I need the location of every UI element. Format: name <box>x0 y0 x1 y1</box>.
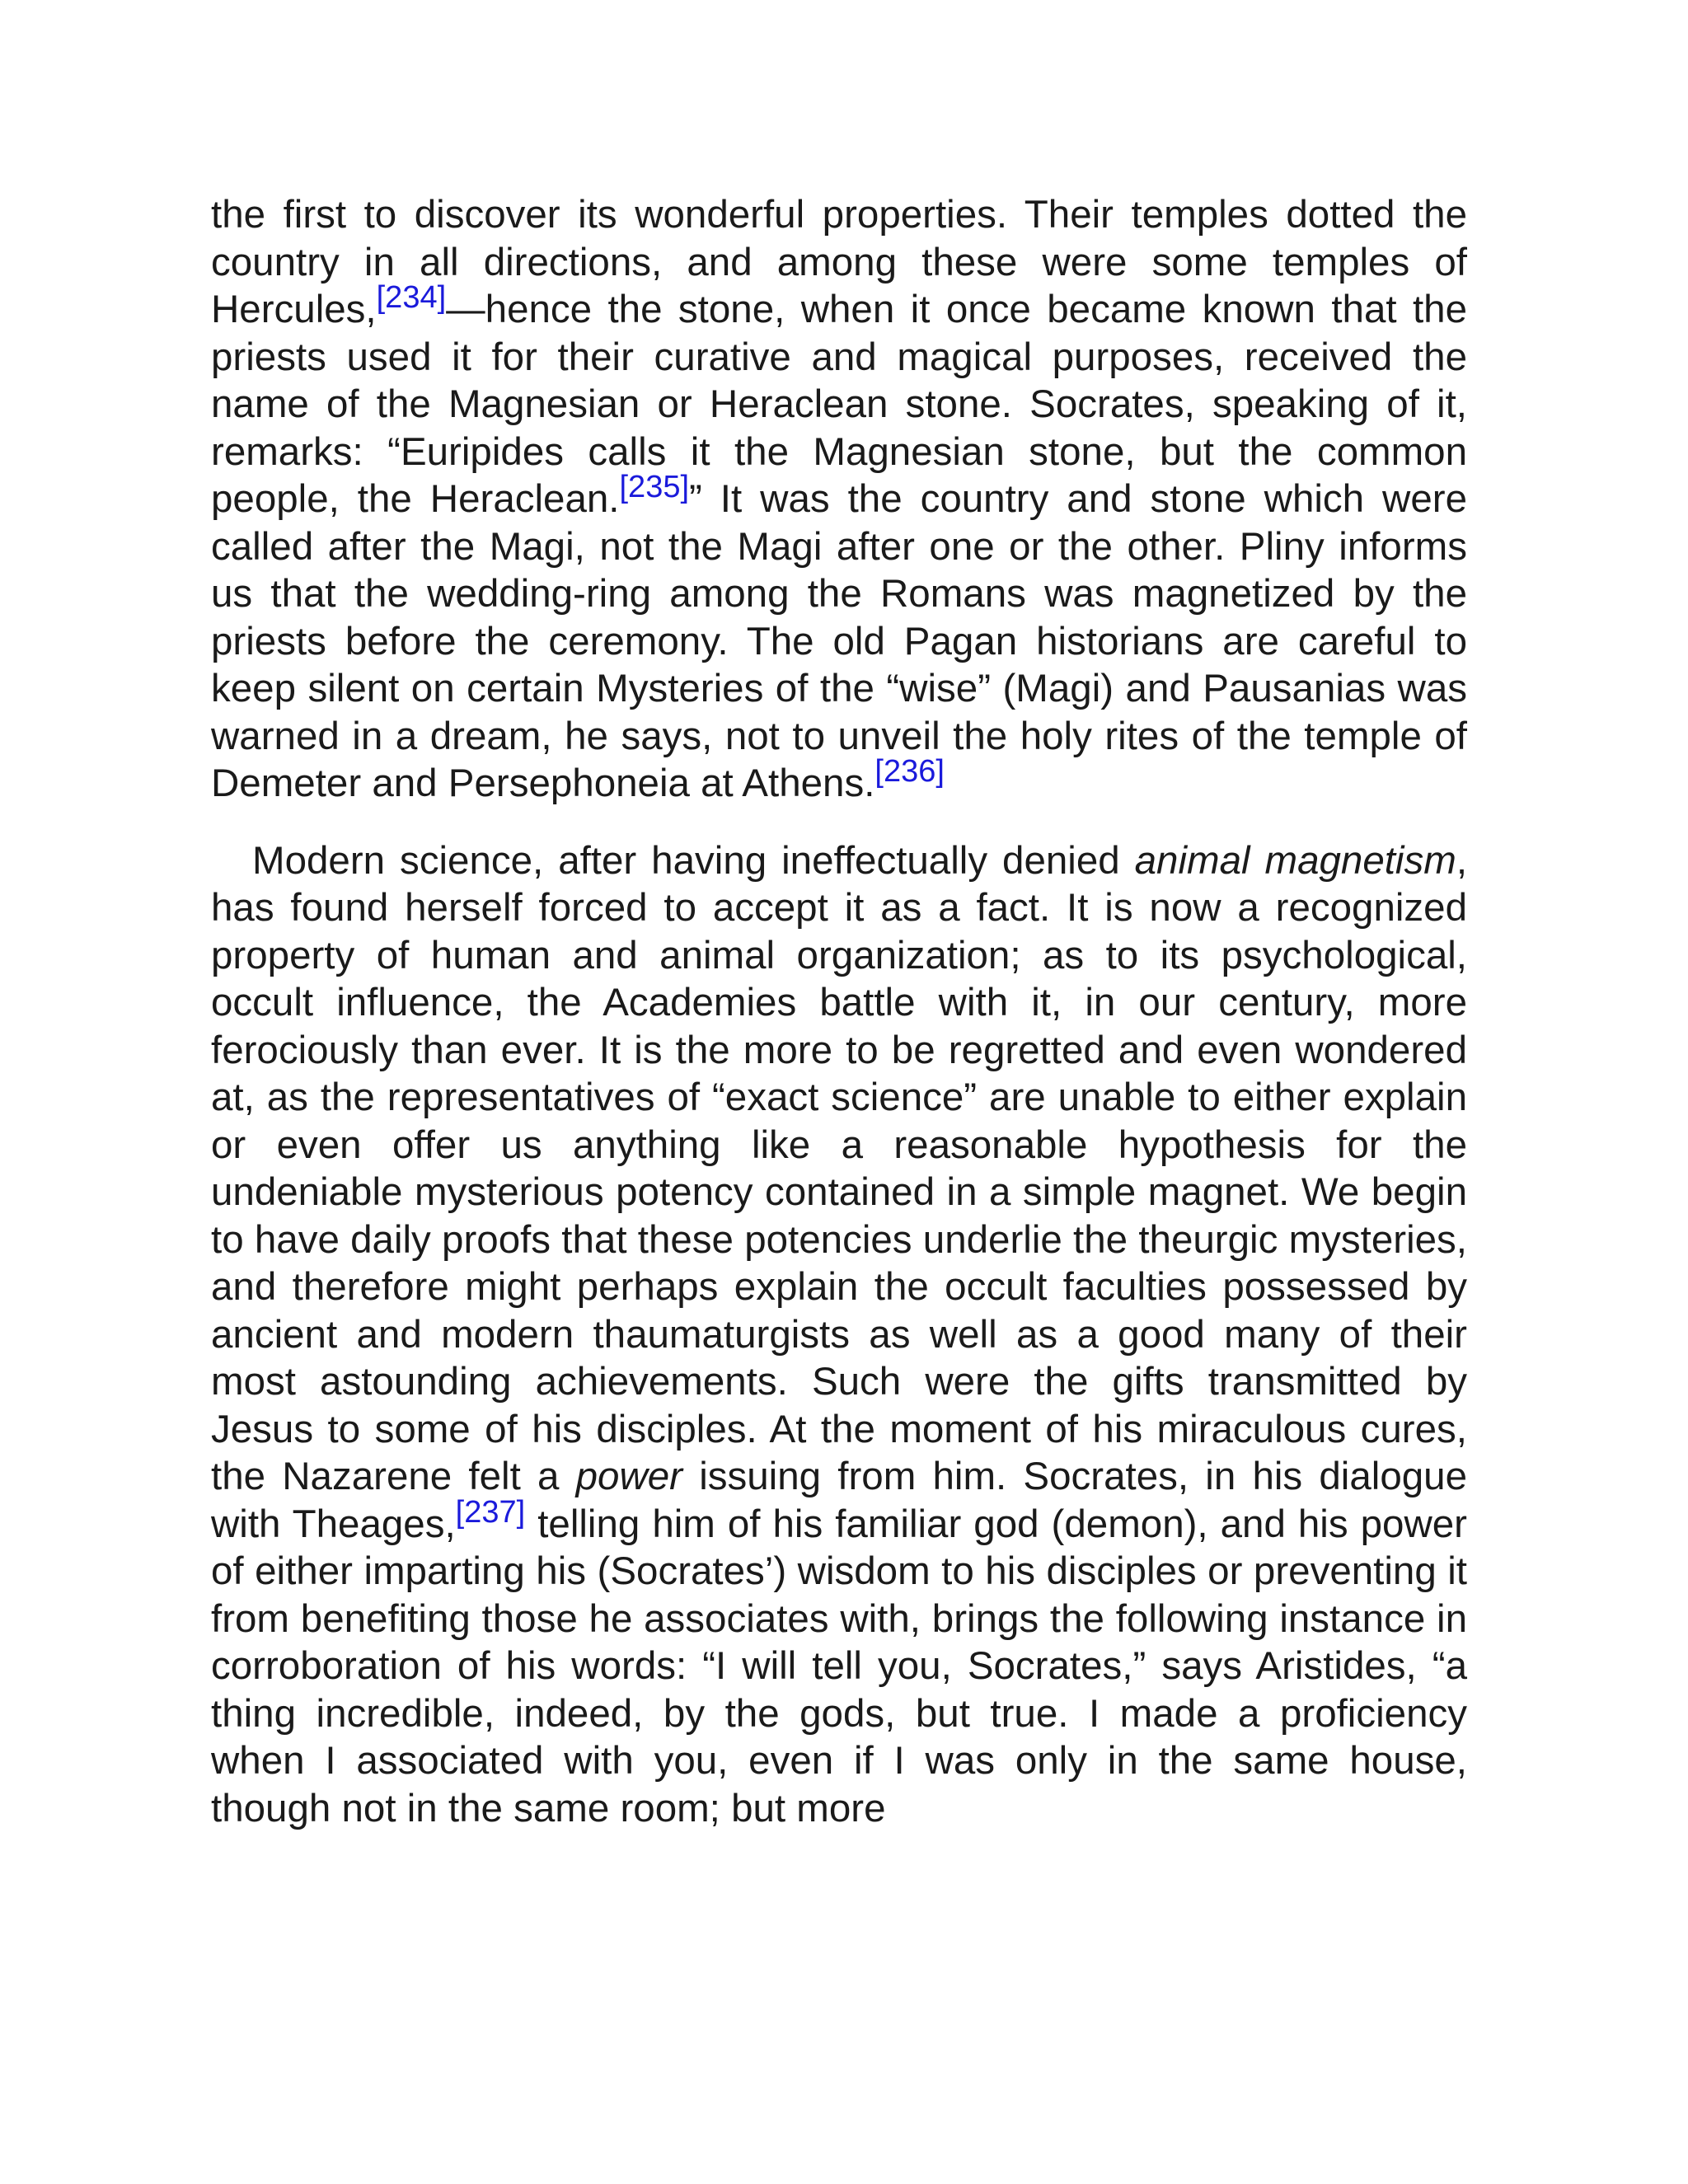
footnote-link-236[interactable]: [236] <box>874 754 945 789</box>
footnote-link-237[interactable]: [237] <box>455 1494 526 1530</box>
paragraph-1 <box>211 191 1467 808</box>
paragraph-2 <box>211 837 1467 1833</box>
paragraph-text: telling him of his familiar god (demon), and his power of either imparting his (Socrates’) wisdom to his disciples or preventing it from benefiting those he associates with, brings the following instance in corroboration of his words: “I will tell you, Socrates,” says Aristides, “a thing incredible, indeed, by the gods, but true. I made a proficiency when I associated with you, even if I was only in the same house, though not in the same room; but more <box>211 1502 1467 1830</box>
paragraph-text: —hence the stone, when it once became known that the priests used it for their curative and magical purposes, received the name of the Magnesian or Heraclean stone. Socrates, speaking of it, remarks: “Euripides calls it the Magnesian stone, but the common people, the Heraclean. <box>211 288 1467 521</box>
paragraph-text: the first to discover its wonderful properties. Their temples dotted the country in all directions, and among these were some temples of Hercules, <box>211 193 1467 331</box>
paragraph-text: Modern science, after having ineffectually denied <box>252 838 1135 883</box>
footnote-link-235[interactable]: [235] <box>619 470 690 504</box>
paragraph-text: , has found herself forced to accept it as a fact. It is now a recognized property of human and animal organization; as to its psychological, occult influence, the Academies battle with it, in our century, more ferociously than ever. It is the more to be regretted and even wondered at, as the representatives of “exact science” are unable to either explain or even offer us anything like a reasonable hypothesis for the undeniable mysterious potency contained in a simple magnet. We begin to have daily proofs that these potencies underlie the theurgic mysteries, and therefore might perhaps explain the occult faculties possessed by ancient and modern thaumaturgists as well as a good many of their most astounding achievements. Such were the gifts transmitted by Jesus to some of his disciples. At the moment of his miraculous cures, the Nazarene felt a <box>211 838 1468 1498</box>
paragraph-text: issuing from him. Socrates, in his dialogue with Theages, <box>211 1455 1467 1546</box>
emphasized-text: animal magnetism <box>1134 838 1456 883</box>
page-text-body <box>211 191 1467 1832</box>
footnote-link-234[interactable]: [234] <box>376 280 447 315</box>
paragraph-text: ” It was the country and stone which were called after the Magi, not the Magi after one or the other. Pliny informs us that the wedding-ring among the Romans was magnetized by the priests before the ceremony. The old Pagan historians are careful to keep silent on certain Mysteries of the “wise” (Magi) and Pausanias was warned in a dream, he says, not to unveil the holy rites of the temple of Demeter and Persephoneia at Athens. <box>211 477 1468 805</box>
emphasized-text: power <box>575 1455 682 1498</box>
